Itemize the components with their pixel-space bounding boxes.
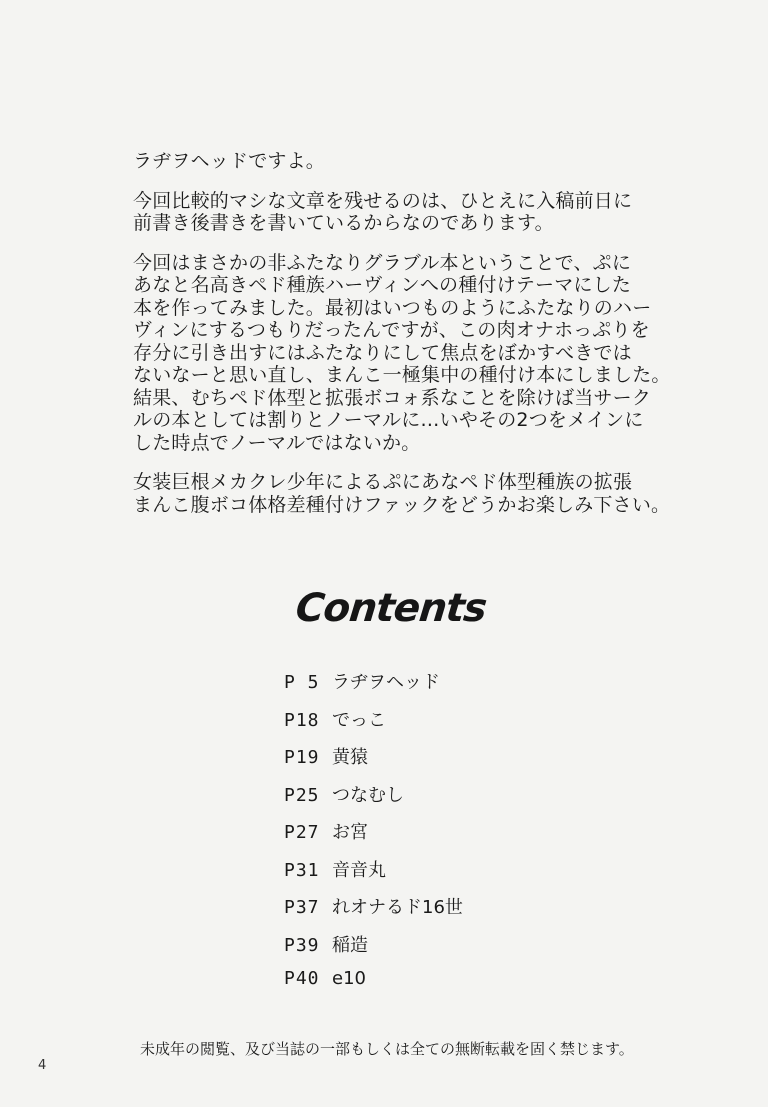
toc-author: つなむし <box>332 784 404 806</box>
preface-line: ラヂヲヘッドですよ。 <box>133 150 326 172</box>
toc-entry <box>284 931 544 969</box>
preface-line: した時点でノーマルではないか。 <box>133 431 421 454</box>
preface-line: 存分に引き出すにはふたなりにして焦点をぼかすべきでは <box>133 341 632 364</box>
toc-entry <box>284 968 544 1006</box>
toc-author: 稲造 <box>332 934 368 956</box>
toc-entry <box>284 893 544 931</box>
preface-paragraph <box>133 190 673 235</box>
toc-page-number: P18 <box>284 709 320 731</box>
toc-author: 音音丸 <box>332 859 386 881</box>
toc-author: ラヂヲヘッド <box>332 672 440 693</box>
toc-entry <box>284 743 544 781</box>
preface-paragraph <box>133 471 673 516</box>
toc-entry <box>284 706 544 744</box>
contents-heading: Contents <box>293 586 489 631</box>
toc-author: れオナるド16世 <box>332 897 463 918</box>
preface-paragraph <box>133 252 673 455</box>
toc-entry <box>284 856 544 894</box>
preface-line: 女装巨根メカクレ少年によるぷにあなペド体型種族の拡張 <box>133 471 633 493</box>
toc-page-number: P39 <box>284 934 320 956</box>
preface-line: ヴィンにするつもりだったんですが、この肉オナホっぷりを <box>133 319 650 341</box>
toc-entry <box>284 668 544 706</box>
preface-line: 本を作ってみました。最初はいつものようにふたなりのハー <box>133 296 652 319</box>
toc-author: お宮 <box>332 822 368 843</box>
toc-page-number: P 5 <box>284 672 320 693</box>
preface-line: 結果、むちペド体型と拡張ボコォ系なことを除けば当サーク <box>133 386 652 409</box>
toc-author: e10 <box>332 968 366 989</box>
toc-page-number: P27 <box>284 822 320 843</box>
preface-line: 今回はまさかの非ふたなりグラブル本ということで、ぷに <box>133 251 632 274</box>
copyright-notice: 未成年の閲覧、及び当誌の一部もしくは全ての無断転載を固く禁じます。 <box>140 1040 634 1058</box>
toc-page-number: P40 <box>284 968 320 989</box>
toc-entry <box>284 818 544 856</box>
toc-page-number: P19 <box>284 747 320 768</box>
toc-page-number: P31 <box>284 859 320 881</box>
preface-line: 前書き後書きを書いているからなのであります。 <box>133 212 554 234</box>
preface-line: ルの本としては割りとノーマルに…いやその2つをメインに <box>133 409 644 431</box>
toc-page-number: P37 <box>284 897 320 918</box>
toc-author: 黄猿 <box>332 747 368 768</box>
preface-line: あなと名高きペド種族ハーヴィンへの種付けテーマにした <box>133 274 632 296</box>
toc-entry <box>284 781 544 819</box>
preface-paragraph <box>133 150 673 173</box>
toc-page-number: P25 <box>284 784 320 806</box>
page-number: 4 <box>38 1058 47 1073</box>
preface-line: ないなーと思い直し、まんこ一極集中の種付け本にしました。 <box>133 364 671 386</box>
preface-line: まんこ腹ボコ体格差種付けファックをどうかお楽しみ下さい。 <box>133 493 671 516</box>
preface-line: 今回比較的マシな文章を残せるのは、ひとえに入稿前日に <box>133 189 633 212</box>
preface-text <box>133 150 673 533</box>
toc-author: でっこ <box>332 709 386 731</box>
table-of-contents <box>284 668 544 1006</box>
